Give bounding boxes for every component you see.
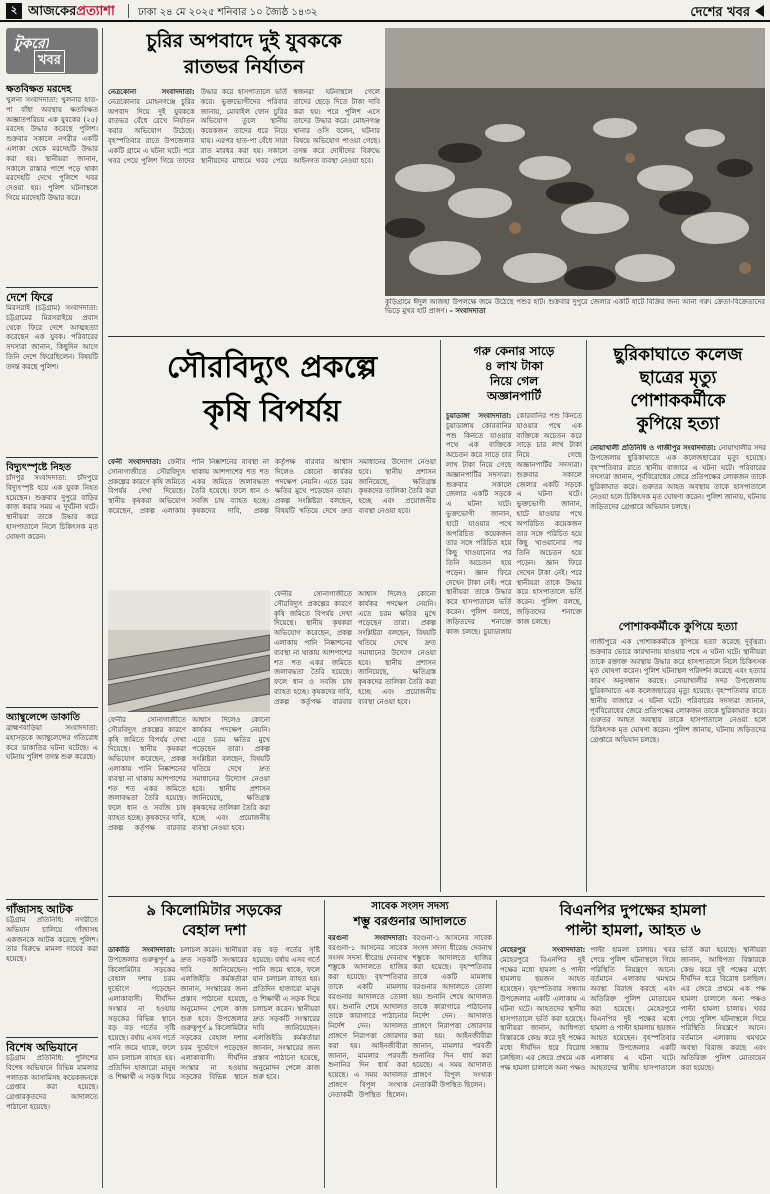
- tukro-item: [6, 462, 98, 704]
- dateline-header: ঢাকা ২৪ মে ২০২৫ শনিবার ১০ জ্যৈষ্ঠ ১৪৩২: [138, 7, 318, 18]
- section-label: দেশের খবর: [690, 5, 750, 20]
- headline-line: সৌরবিদ্যুৎ প্রকল্পে: [166, 350, 378, 385]
- cattle-market-photo: [385, 28, 765, 296]
- story-2-body-top: [108, 458, 436, 586]
- story-3-body: [446, 412, 582, 892]
- headline-line: গরু কেনার সাড়ে: [473, 344, 555, 358]
- solar-farm-photo: [108, 590, 270, 712]
- headline-line: বিএনপির দুপক্ষের হামলা: [559, 901, 707, 919]
- story-2-headline: [108, 346, 436, 434]
- body-text: ফেনীর সোনাগাজীতে সৌরবিদ্যুৎ প্রকল্পের কারণে কৃষি জমিতে বিপর্যয় দেখা দিয়েছে। স্থানীয় কৃষকরা অভিযোগ করেছেন, প্রকল্প এলাকায় পানি নিষ্কাশনের ব্যবস্থা না থাকায় আশপাশের শত শত একর জমিতে জলাবদ্ধতা তৈরি হয়েছে। ফলে ধান ও সবজি চাষ ব্যাহত হচ্ছে। কৃষকদের দাবি, প্রকল্প কর্তৃপক্ষ বারবার আশ্বাস দিলেও কোনো কার্যকর পদক্ষেপ নেয়নি। এতে চরম ক্ষতির মুখে পড়েছেন তারা। প্রকল্প সংশ্লিষ্টরা বলছেন, বিষয়টি খতিয়ে দেখে দ্রুত সমাধানের উদ্যোগ নেওয়া হবে। স্থানীয় প্রশাসন জানিয়েছে, ক্ষতিগ্রস্ত কৃষকদের তালিকা তৈরি করা হচ্ছে এবং প্রয়োজনীয় ব্যবস্থা নেওয়া হবে।: [274, 590, 436, 706]
- body-text: চুয়াডাঙ্গায় কোরবানির পশু কিনতে যাওয়ার পথে এক ব্যক্তিকে অচেতন করে সাড়ে চার লাখ টাকা নিয়ে গেছে অজ্ঞানপার্টির সদস্যরা। শুক্রবার সকালে জেলার একটি সড়কে এ ঘটনা ঘটে। ভুক্তভোগী জানান, হাটে যাওয়ার পথে অপরিচিত কয়েকজন তার সঙ্গে পরিচিত হয়ে কিছু খাওয়ানোর পর তিনি অচেতন হয়ে পড়েন। জ্ঞান ফিরে দেখেন টাকা নেই। পরে স্থানীয়রা তাকে উদ্ধার করে হাসপাতালে ভর্তি করেন। পুলিশ বলছে, জড়িতদের শনাক্তে কাজ চলছে।: [446, 421, 512, 636]
- story-4-subhead: পোশাককর্মীকে কুপিয়ে হত্যা: [618, 620, 738, 633]
- story-6-headline: শম্ভু বরগুনার আদালতে: [353, 914, 467, 928]
- masthead: [0, 0, 770, 22]
- body-text: মেহেরপুরে বিএনপির দুই পক্ষের মধ্যে হামলা ও পাল্টা হামলায় ছয়জন আহত হয়েছেন। বৃহস্পতিবার সন্ধ্যায় উপজেলার একটি এলাকায় এ ঘটনা ঘটে। আহতদের স্থানীয় হাসপাতালে ভর্তি করা হয়েছে। স্থানীয়রা জানান, আধিপত্য বিস্তারকে কেন্দ্র করে দুই পক্ষের মধ্যে দীর্ঘদিন ধরে বিরোধ চলছিল। এর জেরে প্রথমে এক পক্ষ হামলা চালালে অন্য পক্ষও পাল্টা হামলা চালায়। খবর পেয়ে পুলিশ ঘটনাস্থলে গিয়ে পরিস্থিতি নিয়ন্ত্রণে আনে। বর্তমানে এলাকায় থমথমে অবস্থা বিরাজ করছে এবং অতিরিক্ত পুলিশ মোতায়েন করা হয়েছে।: [500, 946, 676, 1072]
- story-3-headline: [446, 344, 582, 404]
- headline-line: নিয়ে গেল: [489, 374, 539, 388]
- headline-line: বেহাল দশা: [181, 921, 247, 939]
- dateline: ডাকাতি সংবাদদাতা:: [108, 946, 176, 954]
- tukro-item-title: অ্যাম্বুলেন্সে ডাকাতি: [6, 712, 80, 723]
- tukro-item: [6, 1042, 98, 1182]
- tukro-list: [6, 80, 98, 1188]
- story-4-headline: [590, 344, 766, 436]
- body-text: উপজেলার গুরুত্বপূর্ণ ৯ কিলোমিটার সড়কের বেহাল দশায় চরম দুর্ভোগে পড়েছেন এলাকাবাসী। দীর্ঘদিন সংস্কার না হওয়ায় সড়কের বিভিন্ন স্থানে বড় বড় গর্তের সৃষ্টি হয়েছে। বর্ষায় এসব গর্তে পানি জমে থাকে, ফলে যান চলাচল ব্যাহত হয়। প্রতিদিন হাজারো মানুষ ও শিক্ষার্থী এ সড়ক দিয়ে চলাচল করেন। স্থানীয়রা দ্রুত সড়কটি সংস্কারের দাবি জানিয়েছেন। এলজিইডি কর্মকর্তারা জানান, সংস্কারের জন্য প্রস্তাব পাঠানো হয়েছে, অনুমোদন পেলে কাজ শুরু হবে।: [180, 946, 320, 1082]
- tukro-item-body: চাঁদপুর সংবাদদাতা: চাঁদপুরে বিদ্যুৎস্পৃষ্ট হয়ে এক যুবক নিহত হয়েছেন। শুক্রবার দুপুরে বাড়ির কাজ করার সময় এ দুর্ঘটনা ঘটে। স্থানীয়রা তাকে উদ্ধার করে হাসপাতালে নিলে চিকিৎসক মৃত ঘোষণা করেন।: [6, 474, 98, 541]
- tukro-item-title: ক্ষতবিক্ষত মরদেহ: [6, 84, 72, 95]
- photo-caption: [385, 298, 765, 334]
- body-text: বরগুনা-১ আসনের সাবেক সংসদ সদস্য ধীরেন্দ্র দেবনাথ শম্ভুকে আদালতে হাজির করা হয়েছে। বৃহস্পতিবার তাকে একটি মামলায় বরগুনার আদালতে তোলা হয়। শুনানি শেষে আদালত তাকে কারাগারে পাঠানোর নির্দেশ দেন। আদালত প্রাঙ্গণে নিরাপত্তা জোরদার করা হয়। আইনজীবীরা জানান, মামলার পরবর্তী শুনানির দিন ধার্য করা হয়েছে। এ সময় আদালত প্রাঙ্গণে বিপুল সংখ্যক নেতাকর্মী উপস্থিত ছিলেন।: [412, 934, 492, 1089]
- photo-caption-text: কুড়িগ্রামে ঈদুল আজহা উপলক্ষে জমে উঠেছে পশুর হাট। শুক্রবার দুপুরে জেলার একটি হাটে বিক্রির জন্য আনা গরু। ক্রেতা-বিক্রেতাদের ভিড়ে মুখর হাট প্রাঙ্গণ।: [385, 298, 765, 315]
- body-text: উপজেলার গুরুত্বপূর্ণ ৯ কিলোমিটার সড়কের বেহাল দশায় চরম দুর্ভোগে পড়েছেন এলাকাবাসী। দীর্ঘদিন সংস্কার না হওয়ায় সড়কের বিভিন্ন স্থানে বড় বড় গর্তের সৃষ্টি হয়েছে। বর্ষায় এসব গর্তে পানি জমে থাকে, ফলে যান চলাচল ব্যাহত হয়। প্রতিদিন হাজারো মানুষ ও শিক্ষার্থী এ সড়ক দিয়ে চলাচল করেন। স্থানীয়রা দ্রুত সড়কটি সংস্কারের দাবি জানিয়েছেন। এলজিইডি কর্মকর্তারা জানান, সংস্কারের জন্য প্রস্তাব পাঠানো হয়েছে, অনুমোদন পেলে কাজ শুরু হবে।: [108, 946, 248, 1082]
- body-text: ফেনীর সোনাগাজীতে সৌরবিদ্যুৎ প্রকল্পের কারণে কৃষি জমিতে বিপর্যয় দেখা দিয়েছে। স্থানীয় কৃষকরা অভিযোগ করেছেন, প্রকল্প এলাকায় পানি নিষ্কাশনের ব্যবস্থা না থাকায় আশপাশের শত শত একর জমিতে জলাবদ্ধতা তৈরি হয়েছে। ফলে ধান ও সবজি চাষ ব্যাহত হচ্ছে। কৃষকদের দাবি, প্রকল্প কর্তৃপক্ষ বারবার আশ্বাস দিলেও কোনো কার্যকর পদক্ষেপ নেয়নি। এতে চরম ক্ষতির মুখে পড়েছেন তারা। প্রকল্প সংশ্লিষ্টরা বলছেন, বিষয়টি খতিয়ে দেখে দ্রুত সমাধানের উদ্যোগ নেওয়া হবে। স্থানীয় প্রশাসন জানিয়েছে, ক্ষতিগ্রস্ত কৃষকদের তালিকা তৈরি করা হচ্ছে এবং প্রয়োজনীয় ব্যবস্থা নেওয়া হবে।: [108, 716, 270, 832]
- tukro-logo-line2: খবর: [34, 50, 65, 73]
- story-1-body: [108, 88, 380, 334]
- tukro-item-body: ব্রাহ্মণবাড়িয়া সংবাদদাতা: মহাসড়কে অ্যাম্বুলেন্সের গতিরোধ করে ডাকাতির ঘটনা ঘটেছে। এ ঘটনায় পুলিশ তদন্ত শুরু করেছে।: [6, 724, 98, 762]
- page-number-badge: ২: [6, 3, 22, 19]
- story-6: [328, 900, 492, 1188]
- story-1-headline: [108, 28, 380, 80]
- headline-line: পাল্টা হামলা, আহত ৬: [565, 921, 701, 939]
- dateline: নেত্রকোনা সংবাদদাতা:: [108, 88, 195, 96]
- story-5: [108, 900, 320, 1188]
- paper-name-suffix: প্রত্যাশা: [76, 4, 115, 19]
- tukro-item-body: মিরসরাই (চট্টগ্রাম) সংবাদদাতা: চট্টগ্রামের মিরসরাইয়ে প্রবাস থেকে ফিরে দেশে আত্মহত্যা করেছেন এক যুবক। পরিবারের সদস্যরা জানান, কিছুদিন আগে তিনি দেশে ফিরেছিলেন। বিষয়টি তদন্ত করছে পুলিশ।: [6, 304, 98, 371]
- body-text: নোয়াখালীর সদর উপজেলায় ছুরিকাঘাতে এক কলেজছাত্রের মৃত্যু হয়েছে। বৃহস্পতিবার রাতে স্থানীয় বাজারে এ ঘটনা ঘটে। পরিবারের সদস্যরা জানান, পূর্ববিরোধের জেরে প্রতিপক্ষের লোকজন তাকে ছুরিকাঘাত করে। গুরুতর আহত অবস্থায় তাকে হাসপাতালে নেওয়া হলে চিকিৎসক মৃত ঘোষণা করেন। পুলিশ জানায়, ঘটনায় জড়িতদের গ্রেপ্তারে অভিযান চলছে।: [590, 444, 766, 511]
- tukro-item-title: বিদ্যুৎস্পৃষ্টে নিহত: [6, 462, 72, 473]
- headline-line: ৯ কিলোমিটার সড়কের: [146, 901, 282, 919]
- body-text: বরগুনা-১ আসনের সাবেক সংসদ সদস্য ধীরেন্দ্র দেবনাথ শম্ভুকে আদালতে হাজির করা হয়েছে। বৃহস্পতিবার তাকে একটি মামলায় বরগুনার আদালতে তোলা হয়। শুনানি শেষে আদালত তাকে কারাগারে পাঠানোর নির্দেশ দেন। আদালত প্রাঙ্গণে নিরাপত্তা জোরদার করা হয়। আইনজীবীরা জানান, মামলার পরবর্তী শুনানির দিন ধার্য করা হয়েছে। এ সময় আদালত প্রাঙ্গণে বিপুল সংখ্যক নেতাকর্মী উপস্থিত ছিলেন।: [328, 943, 408, 1099]
- body-text: মেহেরপুরে বিএনপির দুই পক্ষের মধ্যে হামলা ও পাল্টা হামলায় ছয়জন আহত হয়েছেন। বৃহস্পতিবার সন্ধ্যায় উপজেলার একটি এলাকায় এ ঘটনা ঘটে। আহতদের স্থানীয় হাসপাতালে ভর্তি করা হয়েছে। স্থানীয়রা জানান, আধিপত্য বিস্তারকে কেন্দ্র করে দুই পক্ষের মধ্যে দীর্ঘদিন ধরে বিরোধ চলছিল। এর জেরে প্রথমে এক পক্ষ হামলা চালালে অন্য পক্ষও পাল্টা হামলা চালায়। খবর পেয়ে পুলিশ ঘটনাস্থলে গিয়ে পরিস্থিতি নিয়ন্ত্রণে আনে। বর্তমানে এলাকায় থমথমে অবস্থা বিরাজ করছে এবং অতিরিক্ত পুলিশ মোতায়েন করা হয়েছে।: [590, 946, 766, 1072]
- tukro-item: [6, 84, 98, 284]
- headline-line: কৃষি বিপর্যয়: [203, 394, 341, 429]
- body-text: নোয়াখালীর সদর উপজেলায় ছুরিকাঘাতে এক কলেজছাত্রের মৃত্যু হয়েছে। বৃহস্পতিবার রাতে স্থানীয় বাজারে এ ঘটনা ঘটে। পরিবারের সদস্যরা জানান, পূর্ববিরোধের জেরে প্রতিপক্ষের লোকজন তাকে ছুরিকাঘাত করে। গুরুতর আহত অবস্থায় তাকে হাসপাতালে নেওয়া হলে চিকিৎসক মৃত ঘোষণা করেন। পুলিশ জানায়, ঘটনায় জড়িতদের গ্রেপ্তারে অভিযান চলছে।: [590, 677, 766, 744]
- tukro-item-body: খুলনা সংবাদদাতা: খুলনার হাত-পা বাঁধা অবস্থায় ক্ষতবিক্ষত অজ্ঞাতপরিচয় এক যুবকের (২৫) মরদেহ উদ্ধার করেছে পুলিশ। শুক্রবার সকালে নগরীর একটি এলাকা থেকে মরদেহটি উদ্ধার করা হয়। স্থানীয়রা জানান, সকালে রাস্তার পাশে পড়ে থাকা মরদেহটি দেখে পুলিশে খবর দেওয়া হয়। পুলিশ ঘটনাস্থলে গিয়ে মরদেহটি উদ্ধার করে।: [6, 96, 98, 202]
- story-7-headline: [500, 900, 766, 940]
- story-4: [590, 340, 766, 892]
- story-7-body: [500, 946, 766, 1188]
- photo-credit: – সংবাদদাতা: [449, 307, 486, 315]
- story-7: [500, 900, 766, 1188]
- headline-line: কুপিয়ে হত্যা: [636, 414, 720, 434]
- tukro-item: [6, 292, 98, 454]
- tukro-item-title: বিশেষ অভিযানে: [6, 1041, 78, 1054]
- story-5-headline: [108, 900, 320, 940]
- dateline: ফেনী সংবাদদাতা:: [108, 458, 162, 466]
- headline-line: অজ্ঞানপার্টি: [486, 389, 542, 403]
- paper-name-prefix: আজকের: [28, 4, 77, 19]
- story-6-kicker: সাবেক সংসদ সদস্য: [371, 901, 449, 912]
- tukro-logo: [6, 28, 98, 74]
- body-text: ফেনীর সোনাগাজীতে সৌরবিদ্যুৎ প্রকল্পের কারণে কৃষি জমিতে বিপর্যয় দেখা দিয়েছে। স্থানীয় কৃষকরা অভিযোগ করেছেন, প্রকল্প এলাকায় পানি নিষ্কাশনের ব্যবস্থা না থাকায় আশপাশের শত শত একর জমিতে জলাবদ্ধতা তৈরি হয়েছে। ফলে ধান ও সবজি চাষ ব্যাহত হচ্ছে। কৃষকদের দাবি, প্রকল্প কর্তৃপক্ষ বারবার আশ্বাস দিলেও কোনো কার্যকর পদক্ষেপ নেয়নি। এতে চরম ক্ষতির মুখে পড়েছেন তারা। প্রকল্প সংশ্লিষ্টরা বলছেন, বিষয়টি খতিয়ে দেখে দ্রুত সমাধানের উদ্যোগ নেওয়া হবে। স্থানীয় প্রশাসন জানিয়েছে, ক্ষতিগ্রস্ত কৃষকদের তালিকা তৈরি করা হচ্ছে এবং প্রয়োজনীয় ব্যবস্থা নেওয়া হবে।: [108, 458, 436, 515]
- paper-name: [28, 2, 115, 20]
- tukro-logo-line1: টুকরো: [14, 36, 49, 52]
- headline-line: পোশাককর্মীকে: [630, 391, 726, 411]
- headline-line: চুরির অপবাদে দুই যুবককে: [146, 30, 342, 52]
- headline-line: ছাত্রের মৃত্যু: [639, 368, 717, 388]
- headline-line: ৪ লাখ টাকা: [484, 359, 544, 373]
- tukro-item: [6, 904, 98, 1034]
- solar-panels-image: [108, 590, 270, 712]
- headline-line: রাতভর নির্যাতন: [183, 56, 305, 78]
- tukro-item: [6, 712, 98, 896]
- dateline: মেহেরপুর সংবাদদাতা:: [500, 946, 586, 954]
- story-3: [446, 340, 582, 892]
- tukro-item-body: চট্টগ্রাম প্রতিনিধি: নগরীতে অভিযান চালিয়ে গাঁজাসহ একজনকে আটক করেছে পুলিশ। তার বিরুদ্ধে মামলা দায়ের করা হয়েছে।: [6, 916, 98, 964]
- story-4-sub-body: [590, 638, 766, 892]
- dateline: নোয়াখালী প্রতিনিধি ও গাজীপুর সংবাদদাতা:: [590, 444, 716, 452]
- tukro-khobor-column: [6, 28, 98, 1188]
- body-text: গাজীপুরে এক পোশাককর্মীকে কুপিয়ে হত্যা করেছে দুর্বৃত্তরা। শুক্রবার ভোরে কারখানায় যাওয়ার পথে এ ঘটনা ঘটে। স্থানীয়রা তাকে রক্তাক্ত অবস্থায় উদ্ধার করে হাসপাতালে নিলে চিকিৎসক মৃত ঘোষণা করেন। পুলিশ ঘটনাস্থল পরিদর্শন করেছে এবং হত্যার কারণ অনুসন্ধান করছে।: [590, 638, 766, 686]
- dateline: চুয়াডাঙ্গা সংবাদদাতা:: [446, 412, 512, 420]
- story-2-body-bottom: [274, 590, 436, 892]
- tukro-item-title: গাঁজাসহ আটক: [6, 903, 73, 916]
- headline-line: ছুরিকাঘাতে কলেজ: [613, 345, 743, 365]
- body-text: নেত্রকোনার মোহনগঞ্জে চুরির অপবাদ দিয়ে দুই যুবককে রাতভর বেঁধে রেখে নির্যাতন করার অভিযোগ উঠেছে। বৃহস্পতিবার রাতে উপজেলার একটি গ্রামে এ ঘটনা ঘটে। পরে খবর পেয়ে পুলিশ গিয়ে তাদের উদ্ধার করে হাসপাতালে ভর্তি করে। ভুক্তভোগীদের পরিবার জানায়, মোবাইল ফোন চুরির অভিযোগ তুলে স্থানীয় কয়েকজন তাদের ধরে নিয়ে যায়। এরপর হাত-পা বেঁধে সারা রাত মারধর করা হয়। সকালে স্থানীয়দের মাধ্যমে খবর পেয়ে স্বজনরা ঘটনাস্থলে গেলে তাদের ছেড়ে দিতে টাকা দাবি করা হয়। পরে পুলিশ এসে তাদের উদ্ধার করে। মোহনগঞ্জ থানার ওসি বলেন, ঘটনার বিষয়ে অভিযোগ পাওয়া গেছে। তদন্ত করে দোষীদের বিরুদ্ধে আইনগত ব্যবস্থা নেওয়া হবে।: [108, 88, 380, 165]
- story-2-body-left: [108, 716, 270, 892]
- tukro-item-title: দেশে ফিরে: [6, 291, 53, 304]
- dateline: বরগুনা সংবাদদাতা:: [328, 934, 408, 942]
- story-4-body: [590, 444, 766, 616]
- story-5-body: [108, 946, 320, 1188]
- story-6-body: [328, 934, 492, 1188]
- section-arrow-icon: [755, 5, 764, 17]
- story-1: [108, 28, 380, 334]
- story-2: [108, 340, 436, 892]
- cattle-market-image: [385, 28, 765, 296]
- tukro-item-body: চট্টগ্রাম প্রতিনিধি: পুলিশের বিশেষ অভিযানে বিভিন্ন মামলার পলাতক আসামিসহ কয়েকজনকে গ্রেপ্তার করা হয়েছে। গ্রেপ্তারকৃতদের আদালতে পাঠানো হয়েছে।: [6, 1054, 98, 1111]
- body-text: চুয়াডাঙ্গায় কোরবানির পশু কিনতে যাওয়ার পথে এক ব্যক্তিকে অচেতন করে সাড়ে চার লাখ টাকা নিয়ে গেছে অজ্ঞানপার্টির সদস্যরা। শুক্রবার সকালে জেলার একটি সড়কে এ ঘটনা ঘটে। ভুক্তভোগী জানান, হাটে যাওয়ার পথে অপরিচিত কয়েকজন তার সঙ্গে পরিচিত হয়ে কিছু খাওয়ানোর পর তিনি অচেতন হয়ে পড়েন। জ্ঞান ফিরে দেখেন টাকা নেই। পরে স্থানীয়রা তাকে উদ্ধার করে হাসপাতালে ভর্তি করেন। পুলিশ বলছে, জড়িতদের শনাক্তে কাজ চলছে।: [483, 412, 582, 636]
